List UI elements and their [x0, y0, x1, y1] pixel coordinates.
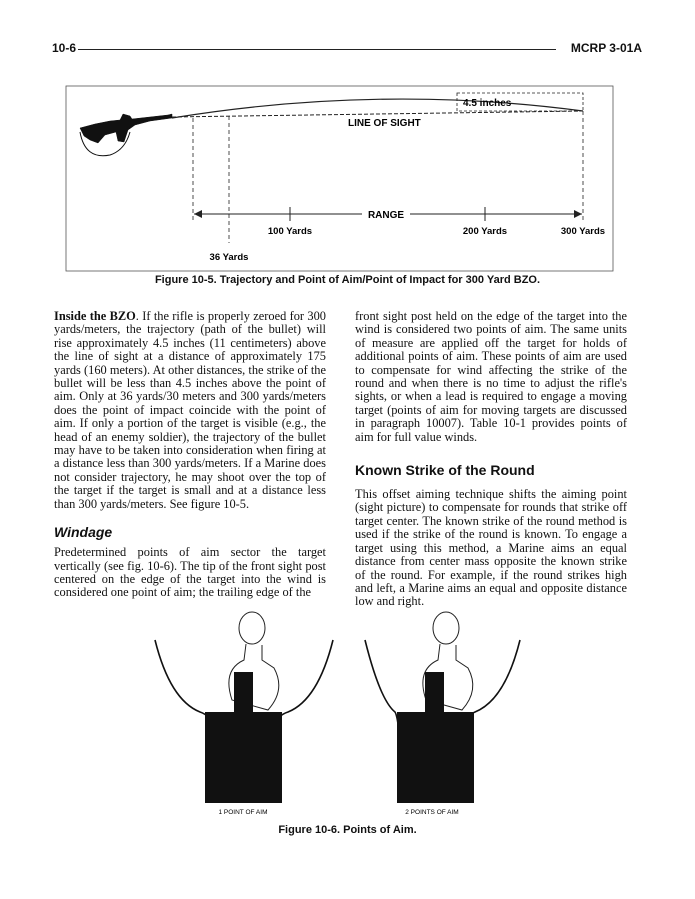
- known-strike-heading: Known Strike of the Round: [355, 462, 535, 479]
- right-column: [355, 310, 627, 609]
- label-one-point: 1 POINT OF AIM: [218, 809, 268, 816]
- bzo-text: . If the rifle is properly zeroed for 300 yards/meters, the trajectory (path of the bullet) will rise approximately 4.5 inches (11 centimeters) above the line of sight at a distance of approximately 175 yards (160 meters). At other distances, the strike of the bullet will be less than 4.5 inches above the point of aim. Only at 36 yards/30 meters and 300 yards/meters does the point of impact coincide with the point of aim. If only a portion of the target is visible (e.g., the head of an enemy soldier), the trajectory of the bullet may have to be taken into consideration when firing at a distance less than 300 yards/meters. If a Marine does not consider trajectory, he may shoot over the top of the target if the target is small and at a distance less than 300 yards/meters. See figure 10-5.: [54, 309, 326, 511]
- front-sight-post: [234, 672, 253, 712]
- rifle-icon: [80, 114, 172, 156]
- line-of-sight: [172, 111, 583, 117]
- sight-ring-left: [155, 640, 228, 790]
- figure-frame: [66, 86, 613, 271]
- arrowhead-right: [574, 210, 582, 218]
- page-number: 10-6: [52, 41, 77, 55]
- windage-heading: Windage: [54, 524, 113, 541]
- label-line-of-sight: LINE OF SIGHT: [348, 118, 421, 129]
- bzo-lead: Inside the BZO: [54, 309, 136, 323]
- label-36-yards: 36 Yards: [209, 252, 249, 263]
- soldier-icon: [229, 612, 279, 710]
- figure-10-5-caption: Figure 10-5. Trajectory and Point of Aim/Point of Impact for 300 Yard BZO.: [154, 274, 541, 286]
- label-two-points: 2 POINTS OF AIM: [405, 809, 459, 816]
- arrowhead-left: [194, 210, 202, 218]
- label-200-yards: 200 Yards: [462, 226, 508, 237]
- label-100-yards: 100 Yards: [267, 226, 313, 237]
- left-column: [54, 310, 326, 600]
- label-4-5-inches: 4.5 inches: [463, 98, 512, 109]
- trajectory-curve: [172, 99, 583, 118]
- sight-ring-right: [260, 640, 333, 790]
- label-range: RANGE: [367, 210, 405, 221]
- windage-text: Predetermined points of aim sector the target vertically (see fig. 10-6). The tip of the front sight post centered on the edge of the target into the wind is considered one point of aim; the trailing edge of the: [54, 545, 326, 600]
- known-strike-text: This offset aiming technique shifts the aiming point (sight picture) to compensate for rounds that strike off target center. The known strike of the round method is used if the strike of the round is known. To engage a target using this method, a Marine aims an equal distance from center mass opposite the known strike of the round. For example, if the round strikes high and left, a Marine aims an equal and opposite distance low and right.: [355, 487, 627, 609]
- label-300-yards: 300 Yards: [560, 226, 606, 237]
- trajectory-figure: [0, 0, 695, 300]
- sight-ring-left-2: [365, 640, 402, 790]
- sight-ring-right-2: [450, 640, 520, 790]
- front-sight-post-2: [425, 672, 444, 712]
- target-silhouette: [205, 712, 282, 803]
- figure-10-6-caption: Figure 10-6. Points of Aim.: [278, 824, 417, 836]
- windage-continued: front sight post held on the edge of the target into the wind is considered two points of aim. The same units of measure are applied off the target for holds of additional points of aim. These points of aim are used to compensate for wind affecting the strike of the round and when there is no time to adjust the rifle's sights, or when a lead is required to engage a moving target (points of aim for moving targets are discussed in paragraph 10007). Table 10-1 provides points of aim for full value winds.: [355, 309, 627, 444]
- target-silhouette-2: [397, 712, 474, 803]
- aim-panel-right: [365, 612, 520, 816]
- soldier-icon-2: [423, 612, 473, 710]
- bzo-paragraph: [54, 310, 326, 511]
- aim-panel-left: [155, 612, 333, 816]
- publication-id: MCRP 3-01A: [570, 41, 642, 55]
